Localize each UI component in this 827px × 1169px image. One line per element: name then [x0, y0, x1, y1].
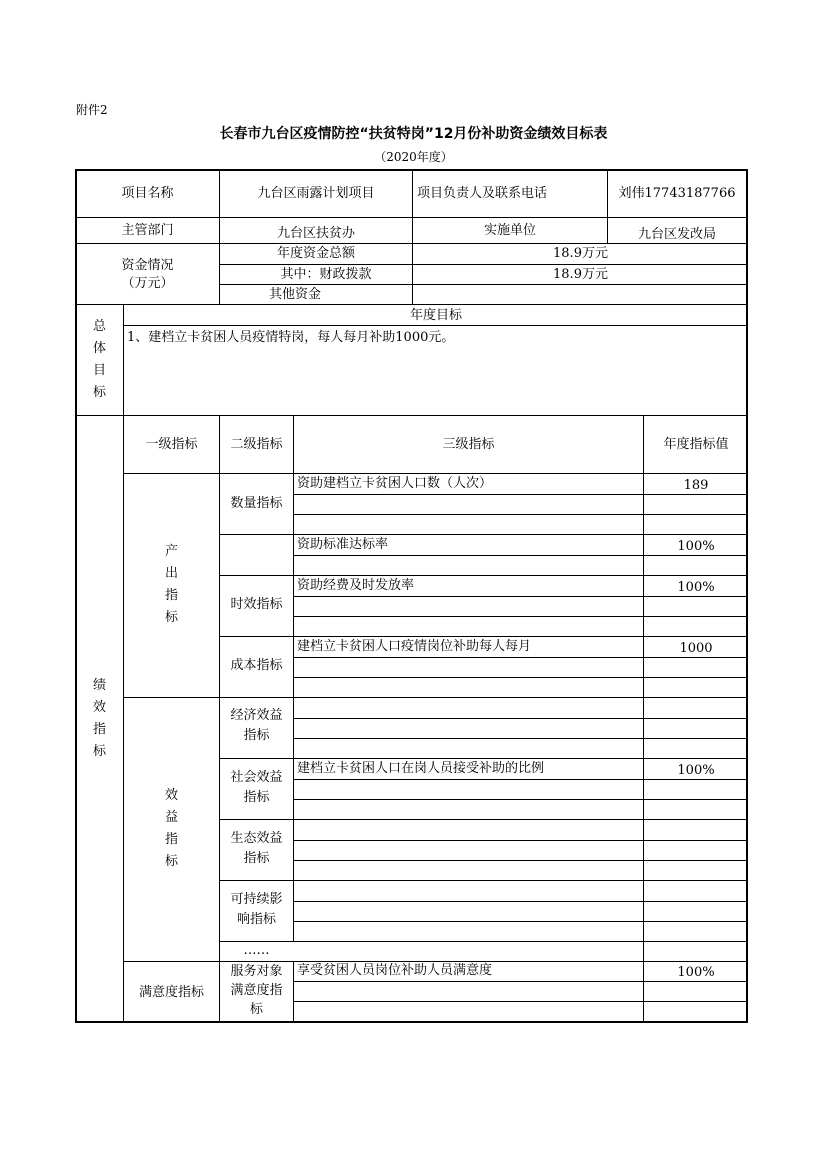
annual-goal-header: 年度目标	[409, 308, 462, 323]
annual-goal-content: 1、建档立卡贫困人员疫情特岗，每人每月补助1000元。	[127, 330, 455, 345]
attachment-label: 附件2	[76, 103, 108, 117]
ellipsis-label: ……	[243, 943, 270, 958]
satisfaction-item-text: 享受贫困人员岗位补助人员满意度	[297, 963, 493, 978]
satisfaction-indicator-label: 满意度指标	[138, 985, 204, 1000]
cost-item-text: 建档立卡贫困人口疫情岗位补助每人每月	[297, 639, 532, 654]
contact-label: 项目负责人及联系电话	[417, 186, 548, 201]
funds-label-line2: （万元）	[121, 276, 174, 291]
impl-value: 九台区发改局	[637, 227, 716, 242]
page-title: 长春市九台区疫情防控“扶贫特岗”12月份补助资金绩效目标表	[219, 126, 608, 142]
timeliness-item-text: 资助经费及时发放率	[297, 578, 415, 593]
quantity-indicator-label: 数量指标	[230, 496, 283, 511]
value-header: 年度指标值	[663, 437, 729, 452]
cost-indicator-label: 成本指标	[230, 658, 283, 673]
ecological-benefit-label: 生态效益 指标	[230, 831, 283, 866]
service-satisfaction-label: 服务对象 满意度指 标	[230, 964, 283, 1017]
timeliness-indicator-label: 时效指标	[230, 597, 283, 612]
level2-header: 二级指标	[230, 437, 283, 452]
timeliness-item-value: 100%	[677, 580, 715, 595]
quantity-item-text: 资助建档立卡贫困人口数（人次）	[297, 476, 493, 491]
cost-item-value: 1000	[679, 641, 713, 656]
benefit-indicator-label: 效 益 指 标	[164, 788, 178, 869]
funds-label-line1: 资金情况	[121, 258, 174, 273]
output-indicator-label: 产 出 指 标	[164, 544, 178, 625]
funds-other-label: 其他资金	[268, 287, 321, 302]
project-name-label: 项目名称	[121, 186, 174, 201]
dept-label: 主管部门	[121, 223, 174, 238]
satisfaction-item-value: 100%	[677, 965, 715, 980]
dept-value: 九台区扶贫办	[276, 226, 355, 241]
quantity-item-value: 189	[683, 478, 709, 493]
quality-item-text: 资助标准达标率	[297, 537, 389, 552]
social-item-text: 建档立卡贫困人口在岗人员接受补助的比例	[297, 761, 545, 776]
economic-benefit-label: 经济效益 指标	[230, 708, 283, 743]
project-name-value: 九台区雨露计划项目	[257, 186, 375, 201]
funds-total-value: 18.9万元	[553, 246, 608, 261]
contact-value: 刘伟17743187766	[618, 186, 736, 201]
level3-header: 三级指标	[442, 437, 495, 452]
year-label: （2020年度）	[374, 150, 453, 164]
performance-side-label: 绩 效 指 标	[92, 678, 106, 759]
social-item-value: 100%	[677, 763, 715, 778]
overall-goal-side-label: 总 体 目 标	[92, 319, 106, 400]
level1-header: 一级指标	[145, 437, 198, 452]
funds-fiscal-value: 18.9万元	[553, 267, 608, 282]
social-benefit-label: 社会效益 指标	[230, 770, 283, 805]
impl-label: 实施单位	[483, 223, 536, 238]
funds-total-label: 年度资金总额	[276, 246, 355, 261]
funds-fiscal-label: 其中：财政拨款	[280, 267, 372, 282]
quality-item-value: 100%	[677, 539, 715, 554]
sustainable-impact-label: 可持续影 响指标	[230, 892, 283, 927]
